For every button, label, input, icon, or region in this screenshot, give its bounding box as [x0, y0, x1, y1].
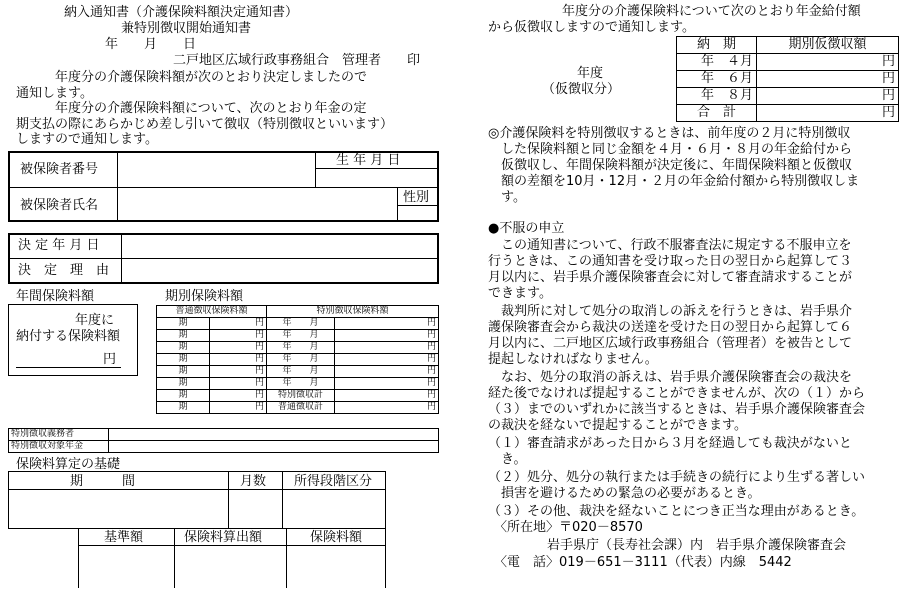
- decision-date-label: 決 定 年 月 日: [18, 238, 100, 253]
- income-stage-label: 所得段階区分: [294, 474, 373, 489]
- annual-yen-unit: 円: [103, 352, 117, 367]
- table-row: 期 円 年 月 円: [157, 330, 439, 342]
- table-row: 期 円 年 月 円: [157, 366, 439, 378]
- period-label: 期 間: [70, 474, 136, 489]
- special-collection-text: しますので通知します。: [16, 132, 158, 147]
- note-text: 額の差額を10月・12月・２月の年金給付額から特別徴収しま: [488, 174, 860, 189]
- calc-amount-label: 保険料算出額: [184, 530, 263, 545]
- normal-collection-header: 普通徴収保険料額: [157, 306, 267, 318]
- appeal-text: 提起しなければなりません。: [488, 352, 658, 367]
- premium-amount-label: 保険料額: [310, 530, 363, 545]
- table-row: 年 ６月 円: [677, 71, 899, 88]
- decision-reason-label: 決 定 理 由: [18, 263, 110, 278]
- table-row: 期 円 年 月 円: [157, 378, 439, 390]
- issuer-name: 二戸地区広域行政事務組合 管理者 印: [173, 53, 421, 68]
- appeal-text: き。: [488, 452, 527, 467]
- contact-phone: 〈電 話〉019－651－3111（代表）内線 5442: [494, 555, 792, 570]
- appeal-text: 行うときは、この通知書を受け取った日の翌日から起算して３: [488, 254, 853, 269]
- table-row: 期 円 特別徴収計 円: [157, 390, 439, 402]
- note-text: した保険料額と同じ金額を４月・６月・８月の年金給付から: [488, 142, 853, 157]
- note-text: ◎介護保険料を特別徴収するときは、前年度の２月に特別徴収: [488, 126, 851, 141]
- appeal-text: この通知書について、行政不服審査法に規定する不服申立を: [488, 238, 852, 253]
- appeal-text: 護保険審査会から裁決の送達を受けた日の翌日から起算して６: [488, 320, 853, 335]
- provisional-table: [676, 36, 899, 122]
- notice-subtitle: 兼特別徴収開始通知書: [121, 21, 252, 36]
- annual-amount-label: 納付する保険料額: [16, 329, 121, 344]
- table-row: 期 円 年 月 円: [157, 342, 439, 354]
- appeal-heading: ●不服の申立: [488, 221, 565, 236]
- appeal-text: 月以内に、二戸地区広域行政事務組合（管理者）を被告として: [488, 336, 853, 351]
- provisional-intro: 年度分の介護保険料について次のとおり年金給付額: [562, 4, 861, 19]
- contact-office: 岩手県庁（長寿社会課）内 岩手県介護保険審査会: [547, 538, 847, 553]
- birthdate-label: 生 年 月 日: [336, 153, 401, 168]
- provisional-intro: から仮徴収しますので通知します。: [488, 20, 695, 35]
- table-row: 年 ８月 円: [677, 88, 899, 105]
- appeal-text: （１）審査請求があった日から３月を経過しても裁決がないと: [488, 436, 852, 451]
- appeal-text: （３）までのいずれかに該当するときは、岩手県介護保険審査会: [488, 402, 866, 417]
- pension-label: 特別徴収対象年金: [9, 441, 109, 453]
- appeal-text: （２）処分、処分の執行または手続きの続行により生ずる著しい: [488, 470, 866, 485]
- appeal-text: 月以内に、岩手県介護保険審査会に対して審査請求することが: [488, 270, 853, 285]
- decision-text: 通知します。: [16, 86, 93, 101]
- special-collection-text: 年度分の介護保険料額について、次のとおり年金の定: [16, 101, 367, 116]
- table-row: 期 円 年 月 円: [157, 318, 439, 330]
- amount-col-header: 期別仮徴収額: [757, 37, 899, 54]
- notice-title: 納入通知書（介護保険料額決定通知書）: [64, 5, 299, 20]
- annual-year-label: 年度に: [75, 313, 115, 328]
- appeal-text: の裁決を経ないで提起することができます。: [488, 418, 747, 433]
- base-amount-label: 基準額: [104, 530, 144, 545]
- notice-date: 年 月 日: [105, 37, 197, 52]
- periodic-premium-heading: 期別保険料額: [165, 289, 244, 304]
- appeal-text: 損害を避けるための緊急の必要があるとき。: [488, 486, 761, 501]
- special-collection-text: 期支払の際にあらかじめ差し引いて徴収（特別徴収といいます）: [16, 117, 394, 132]
- table-row: 合 計 円: [677, 105, 899, 122]
- obligor-label: 特別徴収義務者: [9, 429, 109, 441]
- provisional-collect-label: （仮徴収分）: [542, 82, 621, 97]
- period-col-header: 納 期: [677, 37, 757, 54]
- decision-text: 年度分の介護保険料額が次のとおり決定しましたので: [16, 70, 368, 85]
- appeal-text: できます。: [488, 286, 552, 301]
- appeal-text: 経た後でなければ提起することができませんが、次の（１）から: [488, 386, 866, 401]
- table-row: 期 円 年 月 円: [157, 354, 439, 366]
- basis-heading: 保険料算定の基礎: [16, 457, 121, 472]
- appeal-text: 裁判所に対して処分の取消しの訴えを行うときは、岩手県介: [488, 304, 853, 319]
- table-row: 年 ４月 円: [677, 54, 899, 71]
- appeal-text: なお、処分の取消の訴えは、岩手県介護保険審査会の裁決を: [488, 370, 853, 385]
- appeal-text: （３）その他、裁決を経ないことにつき正当な理由があるとき。: [488, 504, 865, 519]
- contact-address: 〈所在地〉〒020－8570: [494, 520, 643, 535]
- total-label: 合 計: [677, 105, 757, 122]
- periodic-premium-table: [156, 305, 439, 414]
- annual-premium-heading: 年間保険料額: [16, 289, 95, 304]
- special-total-label: 特別徴収計: [267, 390, 335, 402]
- table-row: 期 円 普通徴収計 円: [157, 402, 439, 414]
- special-collection-info: [8, 428, 439, 453]
- note-text: 仮徴収し、年間保険料額が決定後に、年間保険料額と仮徴収: [488, 158, 853, 173]
- normal-total-label: 普通徴収計: [267, 402, 335, 414]
- provisional-year-label: 年度: [577, 66, 604, 81]
- note-text: す。: [488, 190, 526, 205]
- special-collection-header: 特別徴収保険料額: [267, 306, 439, 318]
- insured-number-label: 被保険者番号: [20, 162, 99, 177]
- insured-name-label: 被保険者氏名: [20, 198, 99, 213]
- gender-label: 性別: [403, 190, 430, 205]
- months-label: 月数: [240, 474, 267, 489]
